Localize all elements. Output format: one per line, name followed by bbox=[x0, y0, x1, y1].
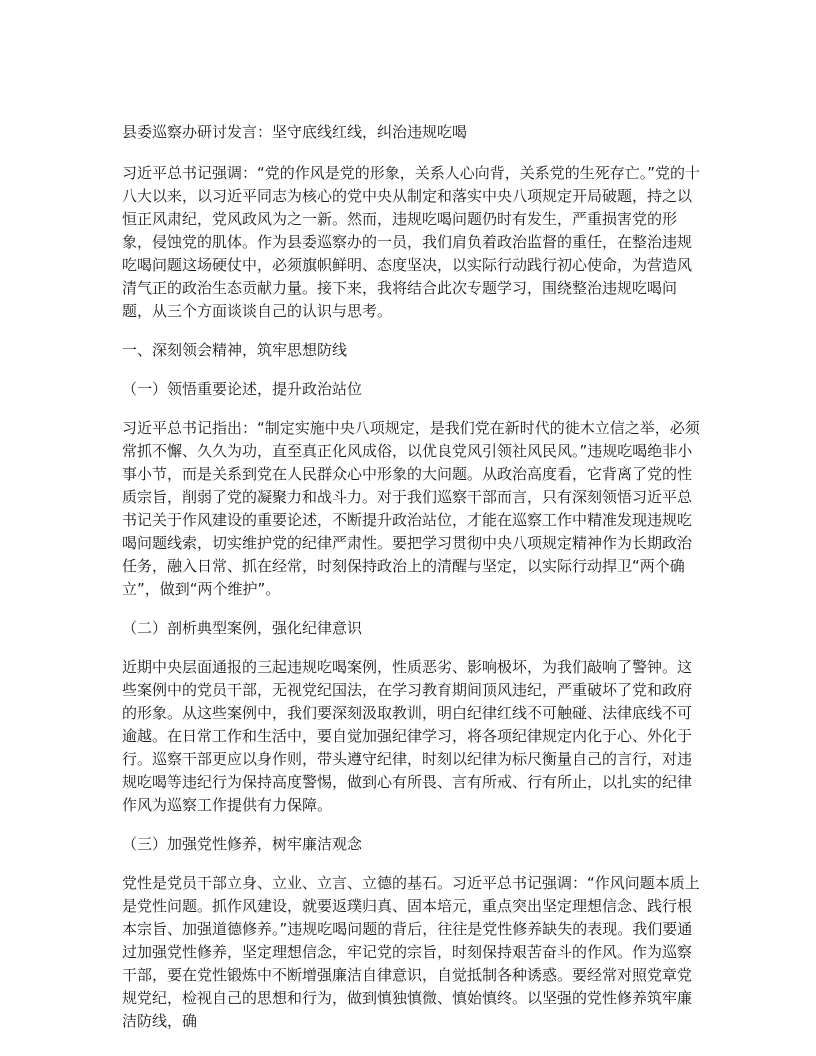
subsection-3-heading: （三）加强党性修养，树牢廉洁观念 bbox=[122, 835, 363, 853]
document-title: 县委巡察办研讨发言：坚守底线红线，纠治违规吃喝 bbox=[122, 123, 468, 141]
intro-paragraph: 习近平总书记强调：“党的作风是党的形象，关系人心向背，关系党的生死存亡。”党的十八大以来，以习近平同志为核心的党中央从制定和落实中央八项规定开局破题，持之以恒正风肃纪，党风政风为之一新。然而，违规吃喝问题仍时有发生，严重损害党的形象，侵蚀党的肌体。作为县委巡察办的一员，我们肩负着政治监督的重任，在整治违规吃喝问题这场硬仗中，必须旗帜鲜明、态度坚决，以实际行动践行初心使命，为营造风清气正的政治生态贡献力量。接下来，我将结合此次专题学习，围绕整治违规吃喝问题，从三个方面谈谈自己的认识与思考。 bbox=[122, 164, 701, 320]
subsection-2-heading: （二）剖析典型案例，强化纪律意识 bbox=[122, 619, 363, 637]
document-page bbox=[122, 121, 702, 1049]
subsection-1-heading: （一）领悟重要论述，提升政治站位 bbox=[122, 380, 363, 398]
section-1-heading: 一、深刻领会精神，筑牢思想防线 bbox=[122, 341, 348, 359]
subsection-2-body: 近期中央层面通报的三起违规吃喝案例，性质恶劣、影响极坏，为我们敲响了警钟。这些案例中的党员干部，无视党纪国法，在学习教育期间顶风违纪，严重破坏了党和政府的形象。从这些案例中，我们要深刻汲取教训，明白纪律红线不可触碰、法律底线不可逾越。在日常工作和生活中，要自觉加强纪律学习，将各项纪律规定内化于心、外化于行。巡察干部更应以身作则，带头遵守纪律，时刻以纪律为标尺衡量自己的言行，对违规吃喝等违纪行为保持高度警惕，做到心有所畏、言有所戒、行有所止，以扎实的纪律作风为巡察工作提供有力保障。 bbox=[122, 658, 693, 814]
subsection-3-body: 党性是党员干部立身、立业、立言、立德的基石。习近平总书记强调：“作风问题本质上是党性问题。抓作风建设，就要返璞归真、固本培元，重点突出坚定理想信念、践行根本宗旨、加强道德修养。”违规吃喝问题的背后，往往是党性修养缺失的表现。我们要通过加强党性修养，坚定理想信念，牢记党的宗旨，时刻保持艰苦奋斗的作风。作为巡察干部，要在党性锻炼中不断增强廉洁自律意识，自觉抵制各种诱惑。要经常对照党章党规党纪，检视自己的思想和行为，做到慎独慎微、慎始慎终。以坚强的党性修养筑牢廉洁防线，确 bbox=[122, 874, 700, 1030]
subsection-1-body: 习近平总书记指出：“制定实施中央八项规定，是我们党在新时代的徙木立信之举，必须常抓不懈、久久为功，直至真正化风成俗，以优良党风引领社风民风。”违规吃喝绝非小事小节，而是关系到党在人民群众心中形象的大问题。从政治高度看，它背离了党的性质宗旨，削弱了党的凝聚力和战斗力。对于我们巡察干部而言，只有深刻领悟习近平总书记关于作风建设的重要论述，不断提升政治站位，才能在巡察工作中精准发现违规吃喝问题线索，切实维护党的纪律严肃性。要把学习贯彻中央八项规定精神作为长期政治任务，融入日常、抓在经常，时刻保持政治上的清醒与坚定，以实际行动捍卫“两个确立”，做到“两个维护”。 bbox=[122, 419, 700, 598]
